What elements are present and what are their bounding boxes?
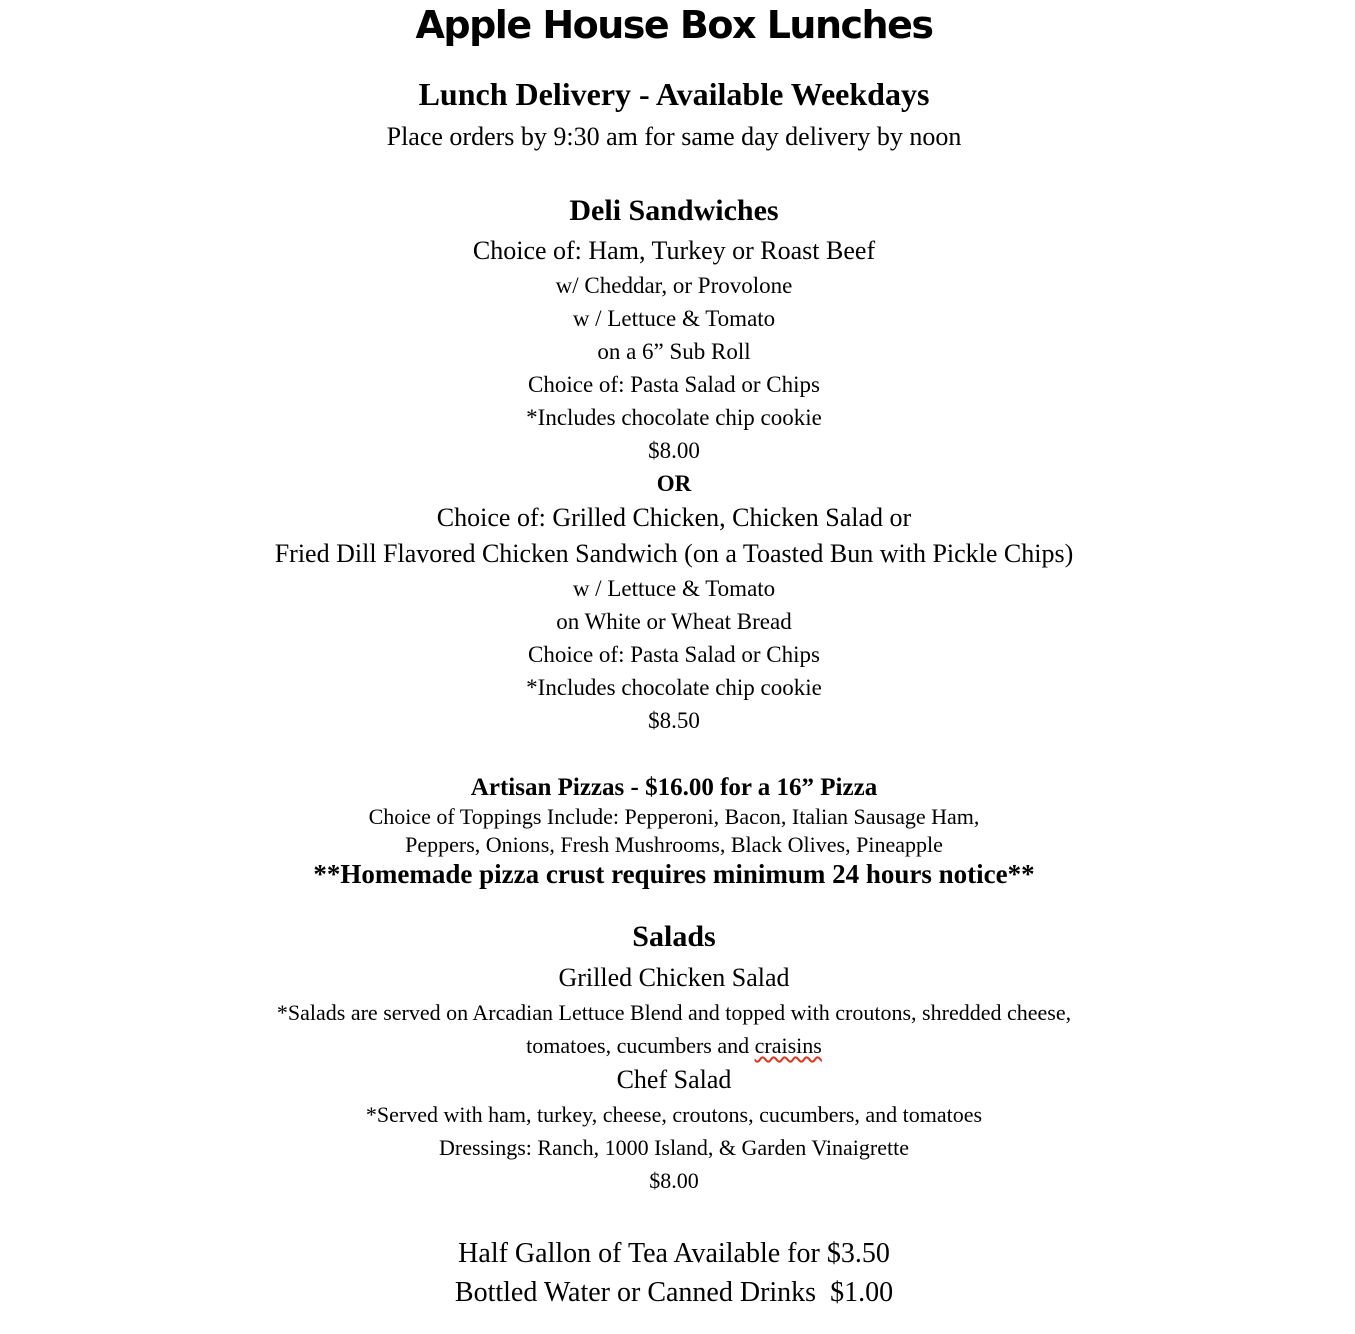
deli-option2-side: Choice of: Pasta Salad or Chips bbox=[528, 642, 820, 667]
pizza-notice: **Homemade pizza crust requires minimum 24 hours notice** bbox=[313, 859, 1035, 889]
deli-option2-price: $8.50 bbox=[648, 708, 700, 733]
salad-dressings: Dressings: Ranch, 1000 Island, & Garden Vinaigrette bbox=[439, 1135, 909, 1160]
pizza-toppings-line2: Peppers, Onions, Fresh Mushrooms, Black Olives, Pineapple bbox=[405, 832, 943, 857]
salad-desc-prefix: tomatoes, cucumbers and bbox=[526, 1033, 755, 1058]
pizza-toppings-line1: Choice of Toppings Include: Pepperoni, Bacon, Italian Sausage Ham, bbox=[368, 804, 980, 829]
deli-option1-choice: Choice of: Ham, Turkey or Roast Beef bbox=[472, 236, 876, 265]
deli-option2-choice: Choice of: Grilled Chicken, Chicken Salad or bbox=[436, 503, 912, 532]
deli-option1-cheese: w/ Cheddar, or Provolone bbox=[555, 273, 793, 298]
deli-option2-cookie: *Includes chocolate chip cookie bbox=[526, 675, 822, 700]
misspelled-word: craisins bbox=[754, 1033, 822, 1058]
deli-option1-cookie: *Includes chocolate chip cookie bbox=[526, 405, 822, 430]
page-title: Apple House Box Lunches bbox=[415, 3, 933, 47]
salads-heading: Salads bbox=[632, 920, 716, 953]
deli-option1-price: $8.00 bbox=[648, 438, 700, 463]
chef-salad-name: Chef Salad bbox=[616, 1065, 732, 1094]
deli-heading: Deli Sandwiches bbox=[569, 194, 779, 227]
delivery-note: Place orders by 9:30 am for same day delivery by noon bbox=[386, 122, 962, 151]
chef-salad-desc: *Served with ham, turkey, cheese, croutons, cucumbers, and tomatoes bbox=[365, 1102, 983, 1127]
grilled-chicken-salad-desc-line1: *Salads are served on Arcadian Lettuce Blend and topped with croutons, shredded cheese, bbox=[276, 1000, 1072, 1025]
deli-option2-bread: on White or Wheat Bread bbox=[556, 609, 792, 634]
grilled-chicken-salad-desc-line2 bbox=[0, 1035, 1348, 1057]
deli-option1-toppings: w / Lettuce & Tomato bbox=[572, 306, 776, 331]
grilled-chicken-salad-name: Grilled Chicken Salad bbox=[558, 963, 790, 992]
deli-option2-toppings: w / Lettuce & Tomato bbox=[572, 576, 776, 601]
deli-option1-side: Choice of: Pasta Salad or Chips bbox=[528, 372, 820, 397]
pizza-heading: Artisan Pizzas - $16.00 for a 16” Pizza bbox=[470, 774, 878, 801]
salad-price: $8.00 bbox=[649, 1168, 699, 1193]
deli-option1-bread: on a 6” Sub Roll bbox=[597, 339, 751, 364]
delivery-heading: Lunch Delivery - Available Weekdays bbox=[418, 76, 930, 112]
or-separator: OR bbox=[656, 471, 692, 496]
drinks-offer: Bottled Water or Canned Drinks $1.00 bbox=[454, 1277, 894, 1308]
tea-offer: Half Gallon of Tea Available for $3.50 bbox=[458, 1238, 890, 1269]
deli-option2-fried: Fried Dill Flavored Chicken Sandwich (on a Toasted Bun with Pickle Chips) bbox=[274, 539, 1074, 568]
